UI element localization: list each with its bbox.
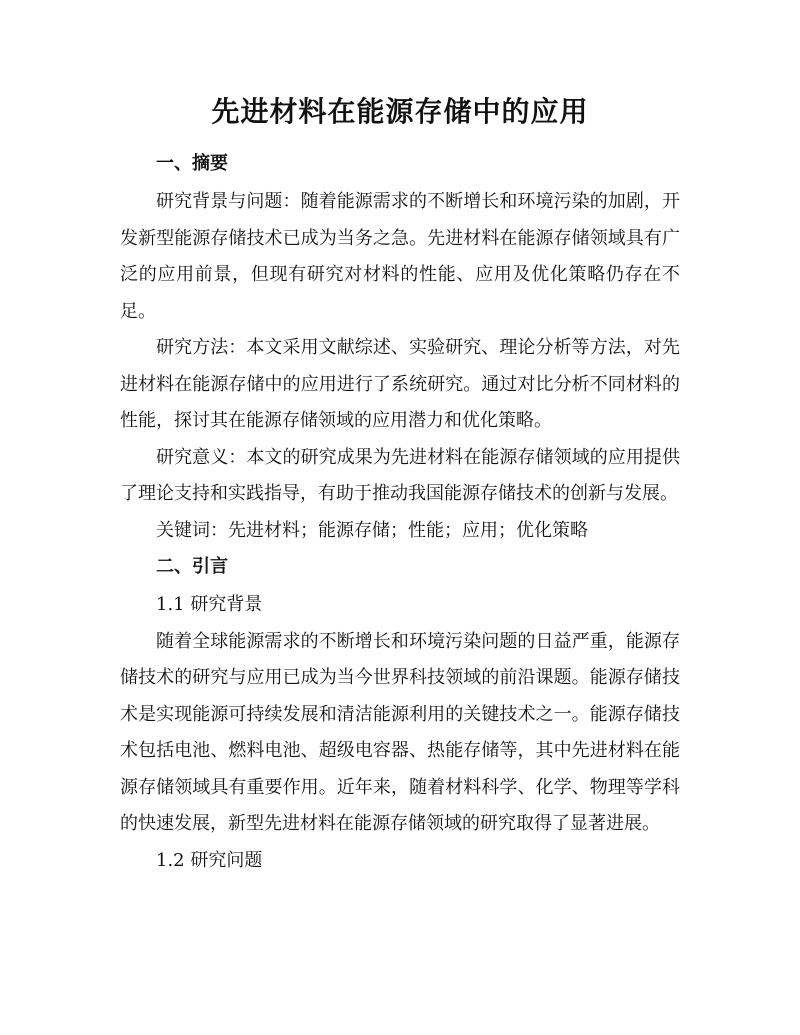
abstract-heading: 一、摘要 <box>156 153 228 174</box>
abstract-significance-paragraph: 研究意义：本文的研究成果为先进材料在能源存储领域的应用提供了理论支持和实践指导，有助于推动我国能源存储技术的创新与发展。 <box>120 446 680 504</box>
document-title: 先进材料在能源存储中的应用 <box>211 95 589 128</box>
subsection-1-1-heading: 1.1 研究背景 <box>156 594 263 615</box>
intro-background-paragraph: 随着全球能源需求的不断增长和环境污染问题的日益严重，能源存储技术的研究与应用已成为当今世界科技领域的前沿课题。能源存储技术是实现能源可持续发展和清洁能源利用的关键技术之一。能源存储技术包括电池、燃料电池、超级电容器、热能存储等，其中先进材料在能源存储领域具有重要作用。近年来，随着材料科学、化学、物理等学科的快速发展，新型先进材料在能源存储领域的研究取得了显著进展。 <box>120 630 680 834</box>
intro-heading: 二、引言 <box>156 556 228 577</box>
abstract-background-paragraph: 研究背景与问题：随着能源需求的不断增长和环境污染的加剧，开发新型能源存储技术已成为当务之急。先进材料在能源存储领域具有广泛的应用前景，但现有研究对材料的性能、应用及优化策略仍存在不足。 <box>120 191 680 322</box>
document-page <box>120 90 680 879</box>
abstract-method-paragraph: 研究方法：本文采用文献综述、实验研究、理论分析等方法，对先进材料在能源存储中的应用进行了系统研究。通过对比分析不同材料的性能，探讨其在能源存储领域的应用潜力和优化策略。 <box>120 337 680 431</box>
keywords-line: 关键词：先进材料；能源存储；性能；应用；优化策略 <box>156 519 588 541</box>
subsection-1-2-heading: 1.2 研究问题 <box>156 849 263 871</box>
